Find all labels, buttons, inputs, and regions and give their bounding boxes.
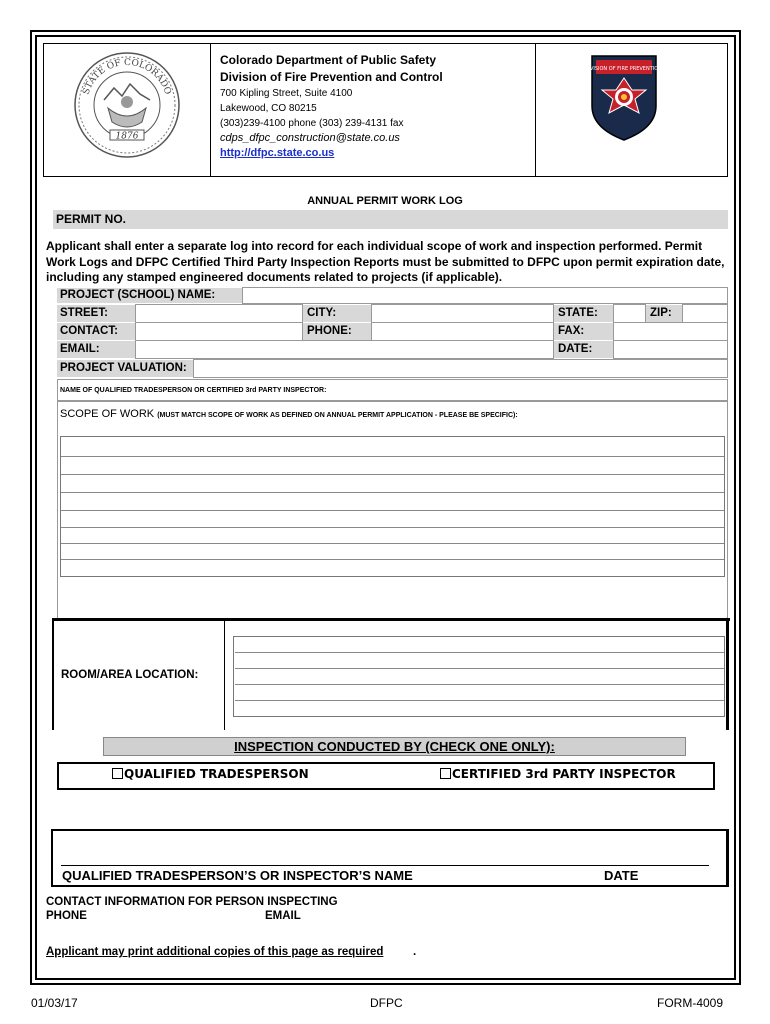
- footer-agency: DFPC: [370, 996, 403, 1010]
- valuation-field[interactable]: [193, 359, 728, 378]
- city-label: CITY:: [307, 307, 337, 319]
- valuation-label: PROJECT VALUATION:: [60, 362, 187, 374]
- certified-checkbox[interactable]: [440, 768, 451, 779]
- zip-label: ZIP:: [650, 307, 672, 319]
- fax-field[interactable]: [613, 322, 728, 341]
- dfpc-badge-icon: [554, 52, 694, 144]
- section-rule: [726, 618, 729, 730]
- state-field[interactable]: [613, 304, 646, 323]
- project-name-field[interactable]: [242, 287, 728, 304]
- scope-line: [61, 474, 724, 475]
- footer-date: 01/03/17: [31, 996, 78, 1010]
- website-link[interactable]: http://dfpc.state.co.us: [220, 147, 335, 159]
- header-divider: [535, 43, 536, 177]
- scope-note: (MUST MATCH SCOPE OF WORK AS DEFINED ON ANNUAL PERMIT APPLICATION - PLEASE BE SPECIFIC):: [157, 412, 518, 419]
- option-certified-label: CERTIFIED 3rd PARTY INSPECTOR: [452, 767, 676, 781]
- phone-field[interactable]: [371, 322, 554, 341]
- scope-line: [61, 492, 724, 493]
- street-field[interactable]: [135, 304, 303, 323]
- signature-date-label: DATE: [604, 868, 639, 883]
- room-line: [235, 700, 724, 701]
- contact-label: CONTACT:: [60, 325, 118, 337]
- permit-no-field[interactable]: [140, 210, 728, 229]
- agency-line-1: Colorado Department of Public Safety: [220, 53, 437, 67]
- address-line-1: 700 Kipling Street, Suite 4100: [220, 88, 353, 99]
- copies-note: Applicant may print additional copies of this page as required: [46, 946, 384, 958]
- scope-label-text: SCOPE OF WORK: [60, 408, 155, 420]
- contact-phone-label: PHONE: [46, 910, 87, 922]
- street-label: STREET:: [60, 307, 108, 319]
- qualified-checkbox[interactable]: [112, 768, 123, 779]
- email-label: EMAIL:: [60, 343, 100, 355]
- email-field[interactable]: [135, 340, 554, 359]
- signature-name-label: QUALIFIED TRADESPERSON’S OR INSPECTOR’S NAME: [62, 868, 413, 883]
- copies-note-period: .: [413, 946, 417, 958]
- option-certified: [440, 767, 676, 781]
- seal-text: STATE OF COLORADO: [81, 57, 173, 96]
- signature-line[interactable]: [61, 865, 709, 866]
- phone-fax: (303)239-4100 phone (303) 239-4131 fax: [220, 118, 404, 129]
- option-qualified: [112, 767, 309, 781]
- room-label: ROOM/AREA LOCATION:: [61, 669, 199, 681]
- scope-line: [61, 559, 724, 560]
- city-field[interactable]: [371, 304, 554, 323]
- contact-info-label: CONTACT INFORMATION FOR PERSON INSPECTING: [46, 896, 338, 908]
- room-divider: [224, 621, 225, 730]
- seal-year: 1876: [115, 131, 139, 142]
- date-field[interactable]: [613, 340, 728, 359]
- phone-label: PHONE:: [307, 325, 352, 337]
- form-title: ANNUAL PERMIT WORK LOG: [307, 195, 463, 207]
- agency-name: [220, 52, 443, 86]
- contact-email: cdps_dfpc_construction@state.co.us: [220, 132, 400, 144]
- project-name-label: PROJECT (SCHOOL) NAME:: [60, 289, 216, 301]
- fax-label: FAX:: [558, 325, 585, 337]
- scope-line: [61, 543, 724, 544]
- scope-line: [61, 527, 724, 528]
- option-qualified-label: QUALIFIED TRADESPERSON: [124, 767, 309, 781]
- permit-no-label: PERMIT NO.: [56, 212, 127, 226]
- agency-line-2: Division of Fire Prevention and Control: [220, 70, 443, 84]
- contact-field[interactable]: [135, 322, 303, 341]
- section-rule: [52, 618, 54, 730]
- state-seal-icon: [72, 50, 182, 160]
- badge-text: COLORADO DIVISION OF FIRE PREVENTION & CONTROL: [554, 66, 694, 72]
- room-line: [235, 668, 724, 669]
- date-label: DATE:: [558, 343, 593, 355]
- zip-field[interactable]: [682, 304, 728, 323]
- room-line: [235, 652, 724, 653]
- instructions: Applicant shall enter a separate log into record for each individual scope of work and inspection performed. Permit Work Logs and DFPC Certified Third Party Inspection Reports must be submitted to DFPC upon permit expiration date, including any stamped engineered documents related to projects (if applicable).: [46, 239, 725, 284]
- header-divider: [210, 43, 211, 177]
- section-rule: [52, 618, 730, 621]
- room-lines-box[interactable]: [233, 636, 725, 717]
- qualified-name-label: [60, 387, 326, 394]
- qualified-name-label-text: NAME OF QUALIFIED TRADESPERSON OR CERTIFIED 3rd PARTY INSPECTOR:: [60, 387, 327, 394]
- address-line-2: Lakewood, CO 80215: [220, 103, 317, 114]
- state-label: STATE:: [558, 307, 598, 319]
- inspection-title: INSPECTION CONDUCTED BY (CHECK ONE ONLY):: [234, 739, 555, 754]
- scope-lines-box[interactable]: [60, 436, 725, 577]
- scope-line: [61, 456, 724, 457]
- scope-label: [60, 408, 518, 420]
- footer-form-number: FORM-4009: [657, 996, 724, 1010]
- room-line: [235, 684, 724, 685]
- contact-email-label: EMAIL: [265, 910, 301, 922]
- scope-line: [61, 510, 724, 511]
